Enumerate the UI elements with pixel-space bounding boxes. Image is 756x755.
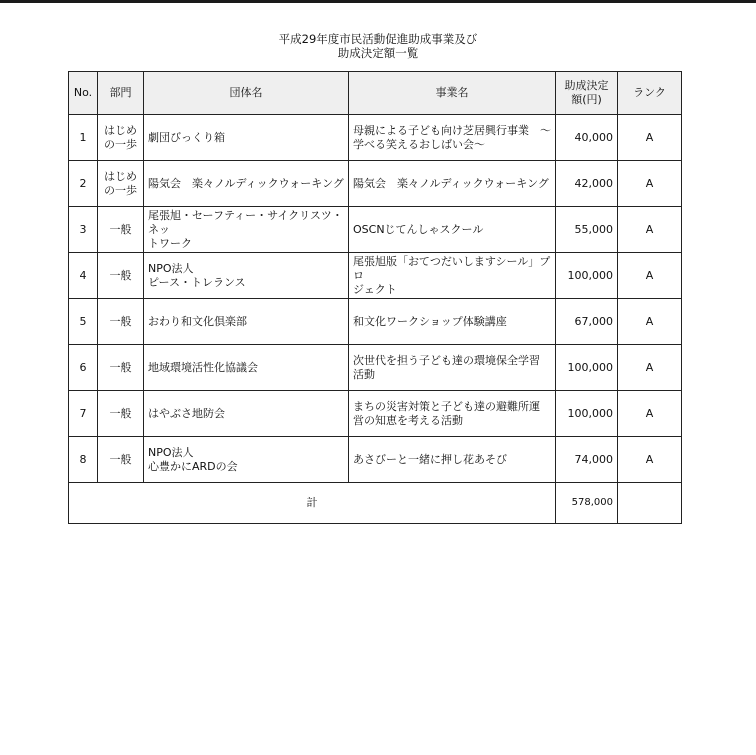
row-dept: 一般 bbox=[98, 299, 144, 345]
row-no: 8 bbox=[69, 437, 98, 483]
top-border-line bbox=[0, 0, 756, 3]
row-amount: 40,000 bbox=[556, 115, 618, 161]
row-org: おわり和文化倶楽部 bbox=[144, 299, 349, 345]
row-no: 5 bbox=[69, 299, 98, 345]
row-amount: 100,000 bbox=[556, 253, 618, 299]
row-dept: はじめ の一歩 bbox=[98, 161, 144, 207]
table-row bbox=[69, 253, 682, 299]
row-rank: A bbox=[618, 207, 682, 253]
row-org: 尾張旭・セーフティー・サイクリスツ・ネッ トワーク bbox=[144, 207, 349, 253]
row-no: 1 bbox=[69, 115, 98, 161]
header-row bbox=[69, 72, 682, 115]
row-no: 2 bbox=[69, 161, 98, 207]
header-project: 事業名 bbox=[349, 72, 556, 115]
row-project: 尾張旭版「おてつだいしますシール」プロ ジェクト bbox=[349, 253, 556, 299]
table-row bbox=[69, 299, 682, 345]
grant-table bbox=[68, 71, 682, 524]
row-amount: 100,000 bbox=[556, 391, 618, 437]
row-dept: 一般 bbox=[98, 437, 144, 483]
row-rank: A bbox=[618, 299, 682, 345]
total-amount: 578,000 bbox=[556, 483, 618, 524]
row-dept: 一般 bbox=[98, 253, 144, 299]
row-org: はやぶさ地防会 bbox=[144, 391, 349, 437]
total-rank-empty bbox=[618, 483, 682, 524]
row-project: 和文化ワークショップ体験講座 bbox=[349, 299, 556, 345]
row-rank: A bbox=[618, 253, 682, 299]
row-project: まちの災害対策と子ども達の避難所運 営の知恵を考える活動 bbox=[349, 391, 556, 437]
row-rank: A bbox=[618, 437, 682, 483]
row-no: 3 bbox=[69, 207, 98, 253]
total-row bbox=[69, 483, 682, 524]
header-amount: 助成決定額(円) bbox=[556, 72, 618, 115]
row-org: 地域環境活性化協議会 bbox=[144, 345, 349, 391]
row-dept: はじめ の一歩 bbox=[98, 115, 144, 161]
row-org: NPO法人 ピース・トレランス bbox=[144, 253, 349, 299]
row-amount: 67,000 bbox=[556, 299, 618, 345]
table-row bbox=[69, 391, 682, 437]
row-amount: 55,000 bbox=[556, 207, 618, 253]
table-row bbox=[69, 437, 682, 483]
row-no: 7 bbox=[69, 391, 98, 437]
table-row bbox=[69, 161, 682, 207]
header-no: No. bbox=[69, 72, 98, 115]
table-row bbox=[69, 345, 682, 391]
total-label: 計 bbox=[69, 483, 556, 524]
header-org: 団体名 bbox=[144, 72, 349, 115]
row-rank: A bbox=[618, 345, 682, 391]
row-project: 次世代を担う子ども達の環境保全学習 活動 bbox=[349, 345, 556, 391]
row-amount: 42,000 bbox=[556, 161, 618, 207]
row-dept: 一般 bbox=[98, 207, 144, 253]
row-rank: A bbox=[618, 391, 682, 437]
row-dept: 一般 bbox=[98, 391, 144, 437]
row-project: あさびーと一緒に押し花あそび bbox=[349, 437, 556, 483]
document-title bbox=[0, 32, 756, 60]
title-line-2: 助成決定額一覧 bbox=[337, 46, 419, 60]
header-rank: ランク bbox=[618, 72, 682, 115]
row-project: OSCNじてんしゃスクール bbox=[349, 207, 556, 253]
table-row bbox=[69, 115, 682, 161]
table-row bbox=[69, 207, 682, 253]
row-project: 陽気会 楽々ノルディックウォーキング bbox=[349, 161, 556, 207]
row-dept: 一般 bbox=[98, 345, 144, 391]
row-org: NPO法人 心豊かにARDの会 bbox=[144, 437, 349, 483]
header-dept: 部門 bbox=[98, 72, 144, 115]
title-line-1: 平成29年度市民活動促進助成事業及び bbox=[278, 32, 478, 46]
row-project: 母親による子ども向け芝居興行事業 ～ 学べる笑えるおしばい会～ bbox=[349, 115, 556, 161]
row-rank: A bbox=[618, 161, 682, 207]
row-no: 6 bbox=[69, 345, 98, 391]
row-rank: A bbox=[618, 115, 682, 161]
row-amount: 100,000 bbox=[556, 345, 618, 391]
row-no: 4 bbox=[69, 253, 98, 299]
row-amount: 74,000 bbox=[556, 437, 618, 483]
row-org: 劇団びっくり箱 bbox=[144, 115, 349, 161]
row-org: 陽気会 楽々ノルディックウォーキング bbox=[144, 161, 349, 207]
